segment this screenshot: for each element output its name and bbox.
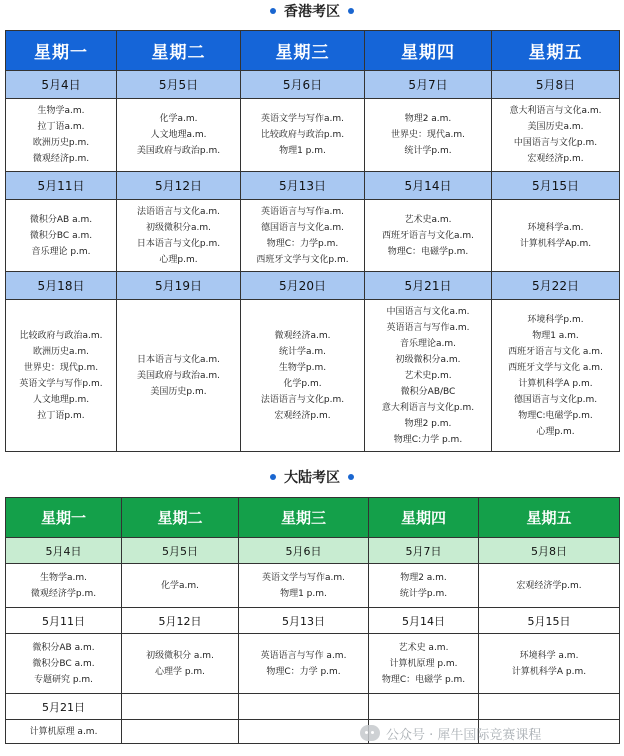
exam-cell [492, 300, 620, 452]
date-cell: 5月6日 [241, 71, 365, 99]
exam-entry: 环境科学a.m. [527, 222, 584, 233]
weekday-header: 星期五 [479, 498, 620, 538]
exam-entry: 意大利语言与文化p.m. [381, 402, 475, 413]
weekday-header: 星期二 [122, 498, 239, 538]
exam-entry: 微积分AB a.m. [32, 642, 95, 653]
exam-entry: 英语文学与写作a.m. [261, 572, 345, 583]
exam-entry: 德国语言与文化a.m. [260, 222, 344, 233]
empty-cell [239, 694, 369, 720]
exam-entry: 西班牙文学与文化 a.m. [508, 362, 603, 373]
exam-entry: 微观经济p.m. [32, 154, 90, 164]
date-cell: 5月14日 [365, 172, 492, 200]
weekday-header-row [6, 498, 620, 538]
weekday-header: 星期三 [241, 31, 365, 71]
exam-entry: 微观经济a.m. [274, 330, 331, 341]
exam-row [6, 99, 620, 172]
exam-cell [365, 200, 492, 272]
weekday-header: 星期二 [117, 31, 241, 71]
exam-entry: 微积分AB a.m. [29, 214, 93, 225]
exam-entry: 化学a.m. [159, 114, 198, 124]
exam-entry: 计算机原理 p.m. [389, 658, 458, 669]
exam-entry: 物理2 a.m. [404, 114, 452, 124]
exam-entry: 人文地理a.m. [150, 130, 207, 140]
exam-cell [122, 564, 239, 608]
date-cell: 5月5日 [117, 71, 241, 99]
date-row [6, 272, 620, 300]
exam-entry: 生物学p.m. [278, 362, 327, 373]
weekday-header: 星期四 [369, 498, 479, 538]
date-cell: 5月15日 [492, 172, 620, 200]
date-cell: 5月13日 [241, 172, 365, 200]
exam-cell [6, 720, 122, 744]
date-cell: 5月20日 [241, 272, 365, 300]
exam-cell [117, 99, 241, 172]
exam-entry: 德国语言与文化p.m. [513, 394, 598, 405]
exam-row [6, 564, 620, 608]
exam-cell [479, 634, 620, 694]
exam-entry: 物理C：电磁学 p.m. [381, 674, 466, 685]
weekday-header: 星期四 [365, 31, 492, 71]
exam-entry: 法语语言与文化p.m. [260, 394, 345, 405]
date-cell: 5月8日 [479, 538, 620, 564]
exam-entry: 微积分AB/BC [400, 386, 456, 397]
wechat-icon [360, 725, 380, 741]
exam-cell [6, 564, 122, 608]
exam-entry: 化学p.m. [283, 378, 322, 389]
hong-kong-schedule-table [5, 30, 620, 452]
exam-entry: 物理C：力学p.m. [266, 238, 339, 249]
exam-entry: 物理1 p.m. [279, 146, 326, 156]
exam-entry: 意大利语言与文化a.m. [509, 106, 602, 116]
date-row [6, 538, 620, 564]
date-cell: 5月11日 [6, 172, 117, 200]
exam-entry: 环境科学p.m. [527, 314, 584, 325]
exam-entry: 初级微积分a.m. [395, 354, 461, 365]
date-cell: 5月7日 [369, 538, 479, 564]
exam-entry: 统计学a.m. [278, 346, 326, 357]
exam-entry: 拉丁语p.m. [37, 410, 85, 421]
exam-entry: 专题研究 p.m. [33, 674, 94, 685]
exam-entry: 艺术史a.m. [404, 214, 452, 225]
exam-entry: 美国政府与政治a.m. [136, 370, 220, 381]
exam-entry: 中国语言与文化a.m. [386, 306, 470, 317]
exam-cell [239, 634, 369, 694]
date-row [6, 172, 620, 200]
watermark-text: 公众号 · 犀牛国际竞赛课程 [386, 727, 542, 743]
exam-entry: 物理2 p.m. [404, 418, 452, 429]
exam-entry: 化学a.m. [160, 580, 199, 591]
exam-entry: 生物学a.m. [37, 106, 85, 116]
exam-entry: 环境科学 a.m. [519, 650, 579, 661]
exam-entry: 初级微积分a.m. [145, 222, 211, 233]
exam-entry: 美国历史p.m. [150, 386, 207, 397]
date-cell: 5月21日 [365, 272, 492, 300]
exam-entry: 计算机科学A p.m. [511, 666, 587, 677]
exam-row [6, 634, 620, 694]
exam-cell [365, 300, 492, 452]
exam-entry: 物理2 a.m. [400, 572, 447, 583]
date-cell: 5月12日 [122, 608, 239, 634]
exam-entry: 计算机原理 a.m. [29, 726, 98, 737]
empty-cell [479, 694, 620, 720]
hk-title-text: 香港考区 [284, 4, 340, 20]
exam-cell [369, 634, 479, 694]
date-cell: 5月15日 [479, 608, 620, 634]
exam-entry: 心理p.m. [536, 426, 575, 437]
bullet-dot-icon [348, 8, 354, 14]
exam-cell [241, 200, 365, 272]
exam-entry: 微积分BC a.m. [32, 658, 95, 669]
mainland-section-title [0, 466, 624, 488]
date-cell: 5月4日 [6, 538, 122, 564]
exam-entry: 人文地理p.m. [32, 394, 90, 405]
date-cell: 5月22日 [492, 272, 620, 300]
exam-cell [479, 564, 620, 608]
bullet-dot-icon [348, 474, 354, 480]
exam-entry: 美国历史a.m. [527, 122, 584, 132]
bullet-dot-icon [270, 8, 276, 14]
hong-kong-section-title [0, 0, 624, 22]
exam-entry: 微观经济学p.m. [30, 588, 97, 599]
exam-cell [6, 300, 117, 452]
exam-cell [492, 200, 620, 272]
exam-cell [241, 300, 365, 452]
exam-entry: 英语语言与写作a.m. [386, 322, 470, 333]
exam-cell [122, 634, 239, 694]
date-cell: 5月6日 [239, 538, 369, 564]
empty-cell [369, 694, 479, 720]
exam-cell [369, 564, 479, 608]
exam-entry: 艺术史p.m. [404, 370, 452, 381]
exam-entry: 物理C：力学 p.m. [266, 666, 341, 677]
date-row [6, 608, 620, 634]
empty-cell [122, 720, 239, 744]
exam-entry: 音乐理论 p.m. [31, 246, 91, 257]
exam-cell [6, 634, 122, 694]
exam-entry: 欧洲历史a.m. [32, 346, 89, 357]
date-cell: 5月12日 [117, 172, 241, 200]
exam-entry: 拉丁语a.m. [37, 122, 85, 132]
exam-entry: 英语语言与写作a.m. [260, 206, 344, 217]
exam-entry: 心理学 p.m. [154, 666, 206, 677]
exam-entry: 法语语言与文化a.m. [136, 206, 220, 217]
date-cell: 5月4日 [6, 71, 117, 99]
ml-title-text: 大陆考区 [284, 470, 340, 486]
date-cell: 5月8日 [492, 71, 620, 99]
exam-entry: 宏观经济p.m. [274, 410, 331, 421]
exam-cell [365, 99, 492, 172]
exam-entry: 初级微积分 a.m. [146, 650, 214, 661]
date-cell: 5月5日 [122, 538, 239, 564]
exam-entry: 欧洲历史p.m. [32, 138, 90, 148]
exam-row [6, 300, 620, 452]
date-cell: 5月21日 [6, 694, 122, 720]
exam-entry: 音乐理论a.m. [399, 338, 456, 349]
exam-entry: 物理1 a.m. [532, 330, 579, 341]
empty-cell [122, 694, 239, 720]
date-cell: 5月18日 [6, 272, 117, 300]
exam-cell [117, 300, 241, 452]
exam-entry: 宏观经济学p.m. [516, 580, 582, 591]
date-cell: 5月11日 [6, 608, 122, 634]
exam-entry: 中国语言与文化p.m. [513, 138, 598, 148]
date-row [6, 694, 620, 720]
empty-cell [239, 720, 369, 744]
exam-entry: 计算机科学Ap.m. [519, 238, 592, 249]
bullet-dot-icon [270, 474, 276, 480]
exam-entry: 统计学p.m. [399, 588, 448, 599]
weekday-header: 星期一 [6, 31, 117, 71]
exam-entry: 统计学p.m. [404, 146, 452, 156]
exam-entry: 西班牙语言与文化 a.m. [508, 346, 603, 357]
exam-entry: 西班牙文学与文化p.m. [256, 254, 349, 265]
exam-cell [6, 200, 117, 272]
exam-entry: 计算机科学A p.m. [518, 378, 593, 389]
exam-entry: 西班牙语言与文化a.m. [381, 230, 474, 241]
exam-entry: 宏观经济p.m. [527, 154, 584, 164]
exam-entry: 世界史：现代a.m. [390, 130, 465, 140]
exam-cell [6, 99, 117, 172]
exam-entry: 英语文学与写作p.m. [19, 378, 103, 389]
exam-entry: 微积分BC a.m. [29, 230, 93, 241]
exam-entry: 艺术史 a.m. [398, 642, 449, 653]
exam-entry: 比较政府与政治a.m. [19, 330, 103, 341]
date-cell: 5月14日 [369, 608, 479, 634]
weekday-header: 星期三 [239, 498, 369, 538]
exam-cell [117, 200, 241, 272]
date-row [6, 71, 620, 99]
weekday-header-row [6, 31, 620, 71]
exam-entry: 美国政府与政治p.m. [136, 146, 221, 156]
watermark [360, 722, 620, 744]
exam-entry: 物理1 p.m. [280, 588, 327, 599]
exam-cell [241, 99, 365, 172]
exam-entry: 英语文学与写作a.m. [260, 114, 344, 124]
exam-entry: 世界史：现代p.m. [23, 362, 99, 373]
mainland-schedule-table [5, 497, 620, 744]
date-cell: 5月7日 [365, 71, 492, 99]
exam-entry: 日本语言与文化p.m. [136, 238, 221, 249]
exam-entry: 心理p.m. [159, 254, 198, 265]
exam-entry: 物理C:电磁学p.m. [518, 410, 593, 421]
exam-entry: 物理C：电磁学p.m. [387, 246, 469, 257]
exam-entry: 比较政府与政治p.m. [260, 130, 345, 140]
exam-entry: 日本语言与文化a.m. [136, 354, 220, 365]
exam-cell [492, 99, 620, 172]
weekday-header: 星期五 [492, 31, 620, 71]
date-cell: 5月19日 [117, 272, 241, 300]
exam-entry: 物理C:力学 p.m. [393, 434, 463, 445]
exam-entry: 英语语言与写作 a.m. [260, 650, 347, 661]
date-cell: 5月13日 [239, 608, 369, 634]
weekday-header: 星期一 [6, 498, 122, 538]
exam-row [6, 200, 620, 272]
exam-entry: 生物学a.m. [39, 572, 87, 583]
exam-cell [239, 564, 369, 608]
